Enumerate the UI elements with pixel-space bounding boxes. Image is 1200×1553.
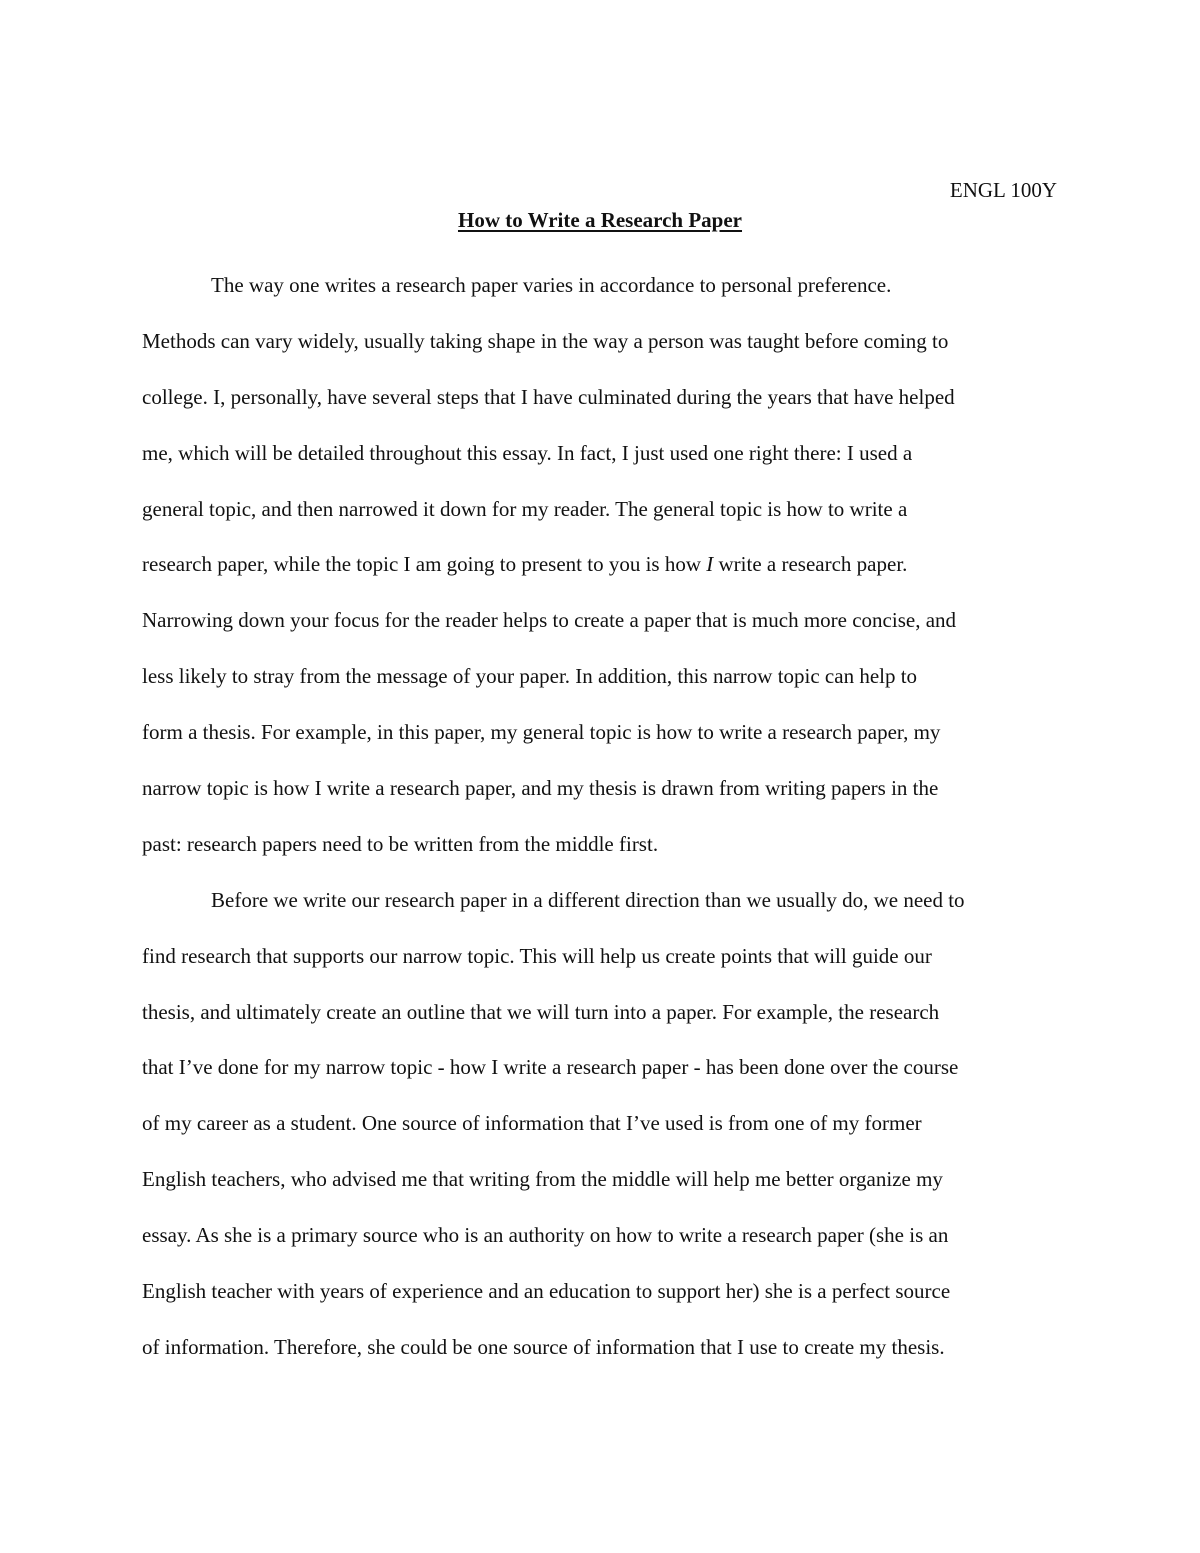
paragraph-1-line [142, 537, 1058, 593]
paragraph-1-line: college. I, personally, have several steps that I have culminated during the years that have helped [142, 384, 955, 409]
paragraph-1-line: The way one writes a research paper varies in accordance to personal preference. [211, 273, 892, 297]
emphasis-text: I [706, 552, 714, 577]
document-title: How to Write a Research Paper [457, 208, 743, 232]
line-text-after: write a research paper. [713, 552, 908, 577]
paragraph-1-line: Narrowing down your focus for the reader helps to create a paper that is much more concise, and [142, 608, 957, 633]
paragraph-2-line: of my career as a student. One source of information that I’ve used is from one of my former [142, 1111, 922, 1136]
paragraph-1-line: less likely to stray from the message of your paper. In addition, this narrow topic can help to [142, 664, 918, 689]
paragraph-2-line: Before we write our research paper in a different direction than we usually do, we need to [211, 887, 965, 912]
paragraph-1-line: narrow topic is how I write a research paper, and my thesis is drawn from writing papers in the [142, 776, 939, 801]
line-text-before: research paper, while the topic I am going to present to you is how [142, 552, 707, 577]
paragraph-2-line: English teacher with years of experience and an education to support her) she is a perfect source [142, 1279, 951, 1304]
paragraph-1-line: form a thesis. For example, in this paper, my general topic is how to write a research paper, my [142, 720, 941, 745]
paragraph-1-line: general topic, and then narrowed it down for my reader. The general topic is how to write a [142, 496, 908, 521]
paragraph-1-line: past: research papers need to be written from the middle first. [142, 831, 659, 856]
paragraph-2-line: essay. As she is a primary source who is an authority on how to write a research paper (she is an [142, 1223, 949, 1248]
paragraph-2-line: thesis, and ultimately create an outline that we will turn into a paper. For example, the research [142, 999, 940, 1024]
paragraph-2-line: that I’ve done for my narrow topic - how I write a research paper - has been done over the course [142, 1055, 959, 1080]
paragraph-1-line: me, which will be detailed throughout this essay. In fact, I just used one right there: I used a [142, 440, 913, 465]
paragraph-1-line: Methods can vary widely, usually taking shape in the way a person was taught before coming to [142, 328, 949, 353]
paragraph-2-line: find research that supports our narrow topic. This will help us create points that will guide our [142, 943, 932, 968]
paragraph-2-line: English teachers, who advised me that writing from the middle will help me better organize my [142, 1167, 943, 1192]
document-body [142, 258, 1058, 1376]
course-header: ENGL 100Y [949, 178, 1057, 202]
paragraph-2-line: of information. Therefore, she could be one source of information that I use to create my thesis. [142, 1334, 945, 1359]
